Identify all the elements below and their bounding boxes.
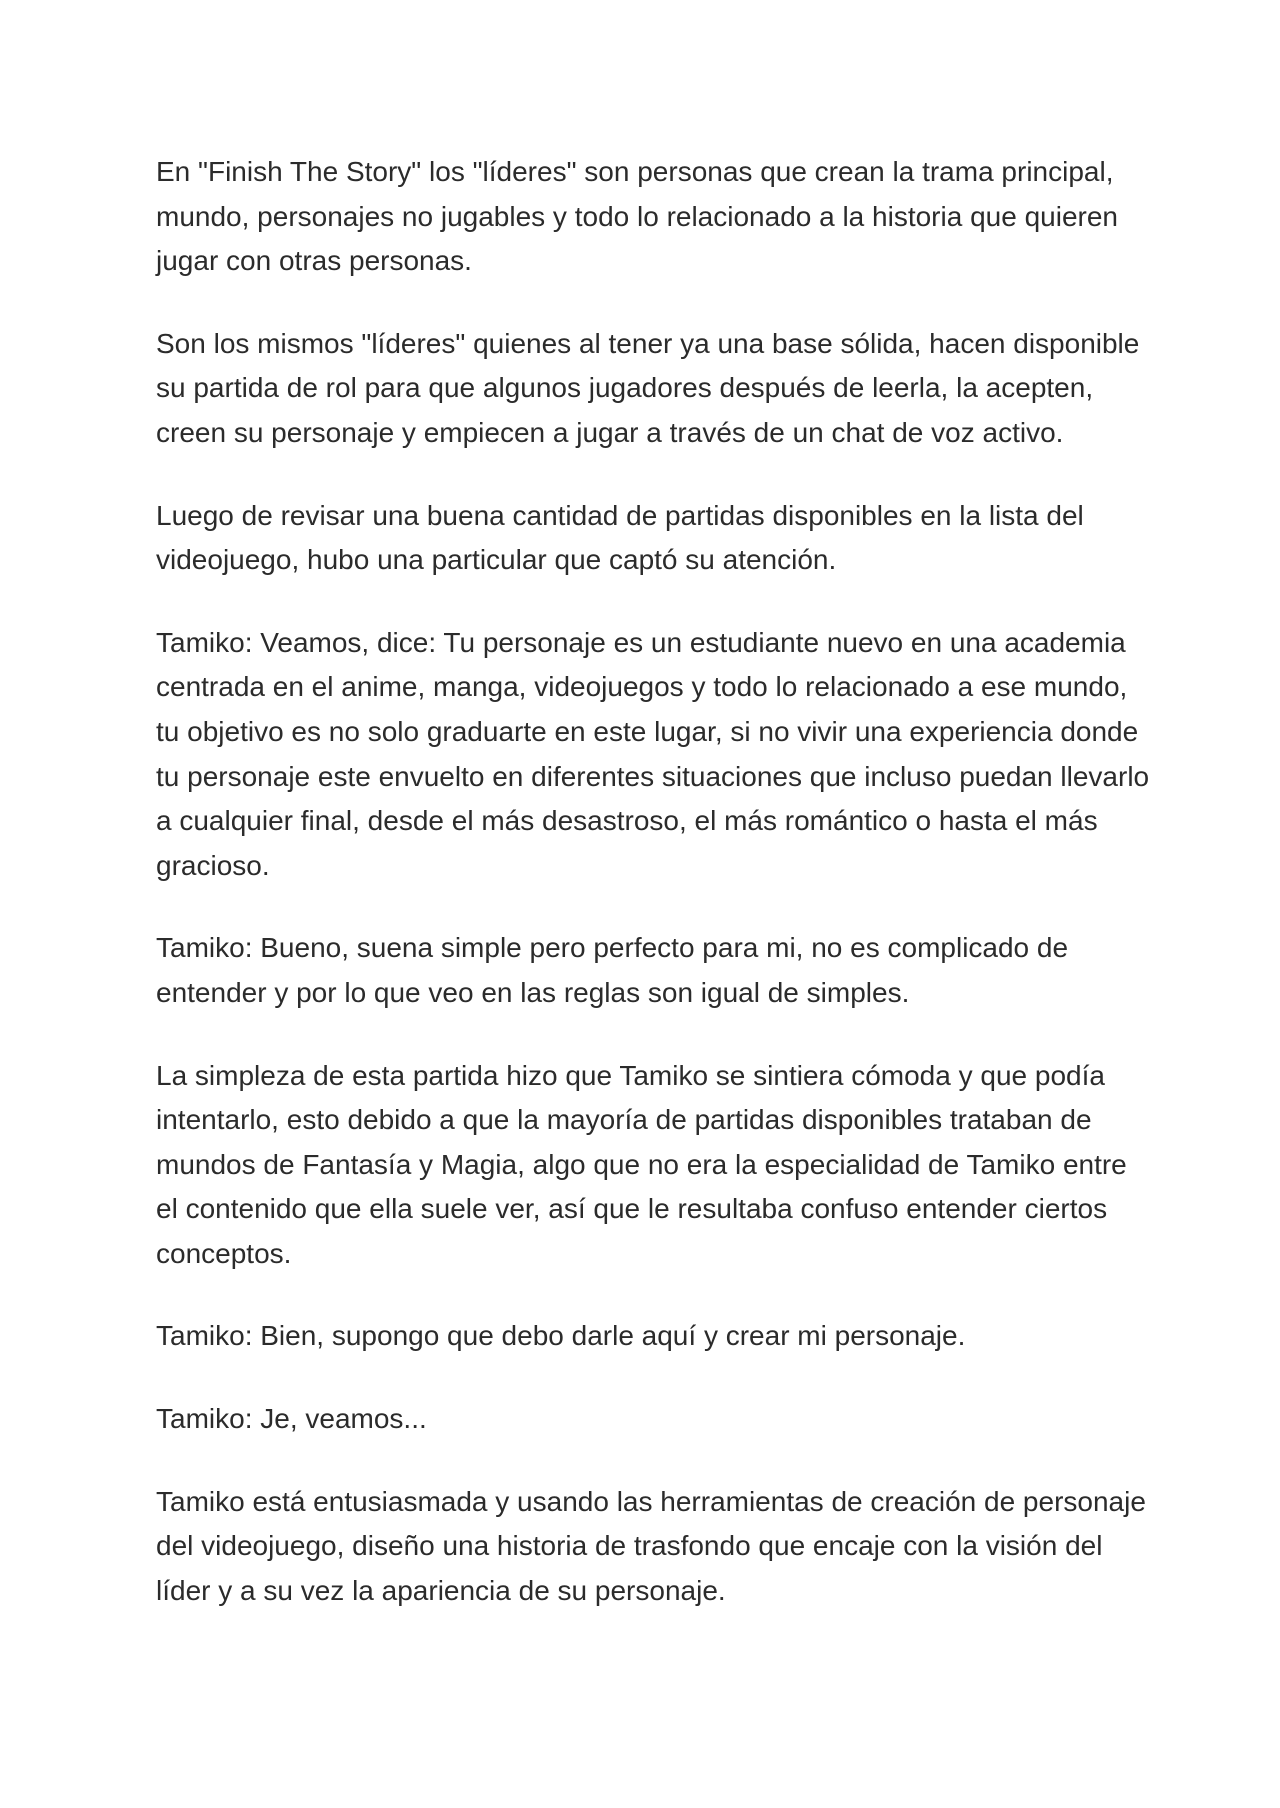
paragraph-3: Luego de revisar una buena cantidad de partidas disponibles en la lista del videojuego, hubo una particular que captó su atención. bbox=[156, 499, 1084, 576]
paragraph-7: Tamiko: Bien, supongo que debo darle aquí y crear mi personaje. bbox=[156, 1320, 966, 1352]
paragraph-4: Tamiko: Veamos, dice: Tu personaje es un estudiante nuevo en una academia centrada en el anime, manga, videojuegos y todo lo relacionado a ese mundo, tu objetivo es no solo graduarte en este lugar, si no vivir una experiencia donde tu personaje este envuelto en diferentes situaciones que incluso puedan llevarlo a cualquier final, desde el más desastroso, el más romántico o hasta el más gracioso. bbox=[156, 626, 1150, 881]
document-page bbox=[156, 150, 1156, 1651]
paragraph-2: Son los mismos "líderes" quienes al tener ya una base sólida, hacen disponible su partida de rol para que algunos jugadores después de leerla, la acepten, creen su personaje y empiecen a jugar a través de un chat de voz activo. bbox=[156, 327, 1140, 448]
paragraph-5: Tamiko: Bueno, suena simple pero perfecto para mi, no es complicado de entender y por lo que veo en las reglas son igual de simples. bbox=[156, 932, 1069, 1008]
paragraph-6: La simpleza de esta partida hizo que Tamiko se sintiera cómoda y que podía intentarlo, esto debido a que la mayoría de partidas disponibles trataban de mundos de Fantasía y Magia, algo que no era la especialidad de Tamiko entre el contenido que ella suele ver, así que le resultaba confuso entender ciertos conceptos. bbox=[156, 1059, 1127, 1269]
paragraph-1: En "Finish The Story" los "líderes" son personas que crean la trama principal, mundo, personajes no jugables y todo lo relacionado a la historia que quieren jugar con otras personas. bbox=[156, 156, 1118, 277]
paragraph-8: Tamiko: Je, veamos... bbox=[156, 1403, 427, 1435]
paragraph-9: Tamiko está entusiasmada y usando las herramientas de creación de personaje del videojuego, diseño una historia de trasfondo que encaje con la visión del líder y a su vez la apariencia de su personaje. bbox=[156, 1485, 1146, 1606]
